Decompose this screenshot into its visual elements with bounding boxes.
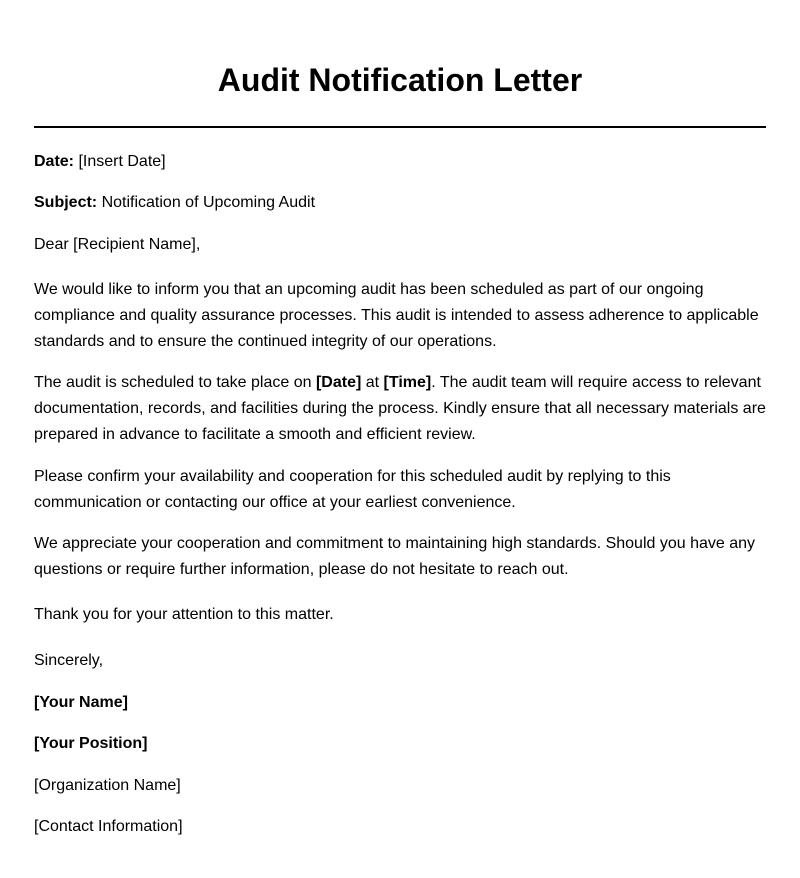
paragraph-intro: We would like to inform you that an upcoming audit has been scheduled as part of our ongoing compliance and quality assurance processes. This audit is intended to assess adherence to applicable standards and to ensure the continued integrity of our operations. (34, 281, 759, 350)
subject-label: Subject: (34, 194, 98, 211)
schedule-rest-text: . The audit team will require access to relevant documentation, records, and facilities during the process. Kindly ensure that all necessary materials are prepared in advance to facilitate a smooth and efficient review. (34, 374, 766, 443)
date-line (34, 149, 766, 175)
date-value: [Insert Date] (74, 153, 166, 170)
schedule-time-placeholder: [Time] (383, 374, 432, 391)
schedule-at-text: at (361, 374, 384, 391)
letter-title: Audit Notification Letter (217, 62, 583, 98)
thanks-line: Thank you for your attention to this matter. (34, 606, 334, 623)
paragraph-appreciation: We appreciate your cooperation and commitment to maintaining high standards. Should you have any questions or require further information, please do not hesitate to reach out. (34, 535, 756, 578)
closing-line: Sincerely, (34, 652, 104, 669)
date-label: Date: (34, 153, 75, 170)
paragraph-schedule (34, 370, 766, 448)
subject-value: Notification of Upcoming Audit (97, 194, 316, 211)
schedule-intro-text: The audit is scheduled to take place on (34, 374, 316, 391)
title-divider (34, 126, 766, 128)
salutation: Dear [Recipient Name], (34, 236, 201, 253)
subject-line (34, 190, 766, 216)
sender-name: [Your Name] (34, 694, 128, 711)
contact-information: [Contact Information] (34, 818, 183, 835)
schedule-date-placeholder: [Date] (315, 374, 362, 391)
sender-position: [Your Position] (34, 735, 148, 752)
paragraph-confirm: Please confirm your availability and cooperation for this scheduled audit by replying to this communication or contacting our office at your earliest convenience. (34, 468, 671, 511)
organization-name: [Organization Name] (34, 777, 181, 794)
